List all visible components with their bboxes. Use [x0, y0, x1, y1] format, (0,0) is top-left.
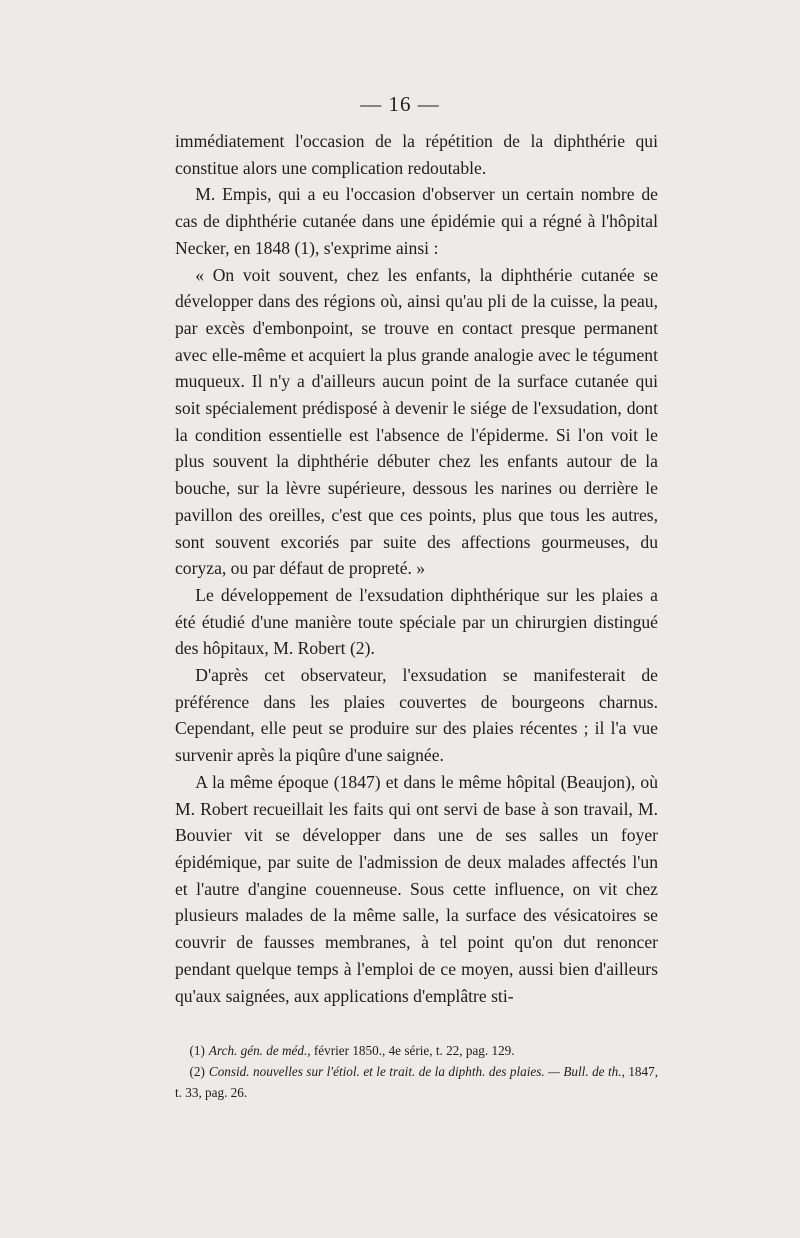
footnote-1-source: Arch. gén. de méd.: [208, 1043, 308, 1058]
footnote-1-marker: (1): [189, 1043, 205, 1058]
paragraph-4: Le développement de l'exsudation diphthérique sur les plaies a été étudié d'une manière toute spéciale par un chirurgien distingué des hôpitaux, M. Robert (2).: [175, 584, 658, 659]
page-number: — 16 —: [360, 92, 440, 116]
paragraph-1: immédiatement l'occasion de la répétition de la diphthérie qui constitue alors une complication redoutable.: [175, 131, 658, 178]
paragraph-2: M. Empis, qui a eu l'occasion d'observer un certain nombre de cas de diphthérie cutanée dans une épidémie qui a régné à l'hôpital Necker, en 1848 (1), s'exprime ainsi :: [175, 184, 658, 258]
footnote-2-marker: (2): [189, 1064, 205, 1079]
paragraph-3-quotation: « On voit souvent, chez les enfants, la diphthérie cutanée se développer dans des régions où, ainsi qu'au pli de la cuisse, la peau, par excès d'embonpoint, se trouve en contact presque permanent avec elle-même et acquiert la plus grande analogie avec le tégument muqueux. Il n'y a d'ailleurs aucun point de la surface cutanée qui soit spécialement prédisposé à devenir le siége de l'exsudation, dont la condition essentielle est l'absence de l'épiderme. Si l'on voit le plus souvent la diphthérie débuter chez les enfants autour de la bouche, sur la lèvre supérieure, dessous les narines ou derrière le pavillon des oreilles, c'est que ces points, plus que tous les autres, sont souvent excoriés par suite des affections gourmeuses, du coryza, ou par défaut de propreté. »: [175, 264, 658, 579]
footnote-2-details: , 1847, t. 33, pag. 26.: [175, 1064, 658, 1100]
footnote-2-source: Consid. nouvelles sur l'étiol. et le trait. de la diphth. des plaies. — Bull. de th.: [208, 1064, 622, 1079]
footnote-1: [175, 1040, 658, 1061]
footnote-2: [175, 1061, 658, 1103]
body-text: [175, 128, 658, 1009]
paragraph-6: A la même époque (1847) et dans le même hôpital (Beaujon), où M. Robert recueillait les faits qui ont servi de base à son travail, M. Bouvier vit se développer dans une de ses salles un foyer épidémique, par suite de l'admission de deux malades affectés l'un et l'autre d'angine couenneuse. Sous cette influence, on vit chez plusieurs malades de la même salle, la surface des vésicatoires se couvrir de fausses membranes, à tel point qu'on dut renoncer pendant quelque temps à l'emploi de ce moyen, aussi bien d'ailleurs qu'aux saignées, aux applications d'emplâtre sti-: [175, 771, 658, 1006]
paragraph-5: D'après cet observateur, l'exsudation se manifesterait de préférence dans les plaies couvertes de bourgeons charnus. Cependant, elle peut se produire sur des plaies récentes ; il l'a vue survenir après la piqûre d'une saignée.: [175, 665, 658, 766]
footnotes: [175, 1040, 658, 1103]
footnote-1-details: , février 1850., 4e série, t. 22, pag. 129.: [307, 1043, 515, 1058]
